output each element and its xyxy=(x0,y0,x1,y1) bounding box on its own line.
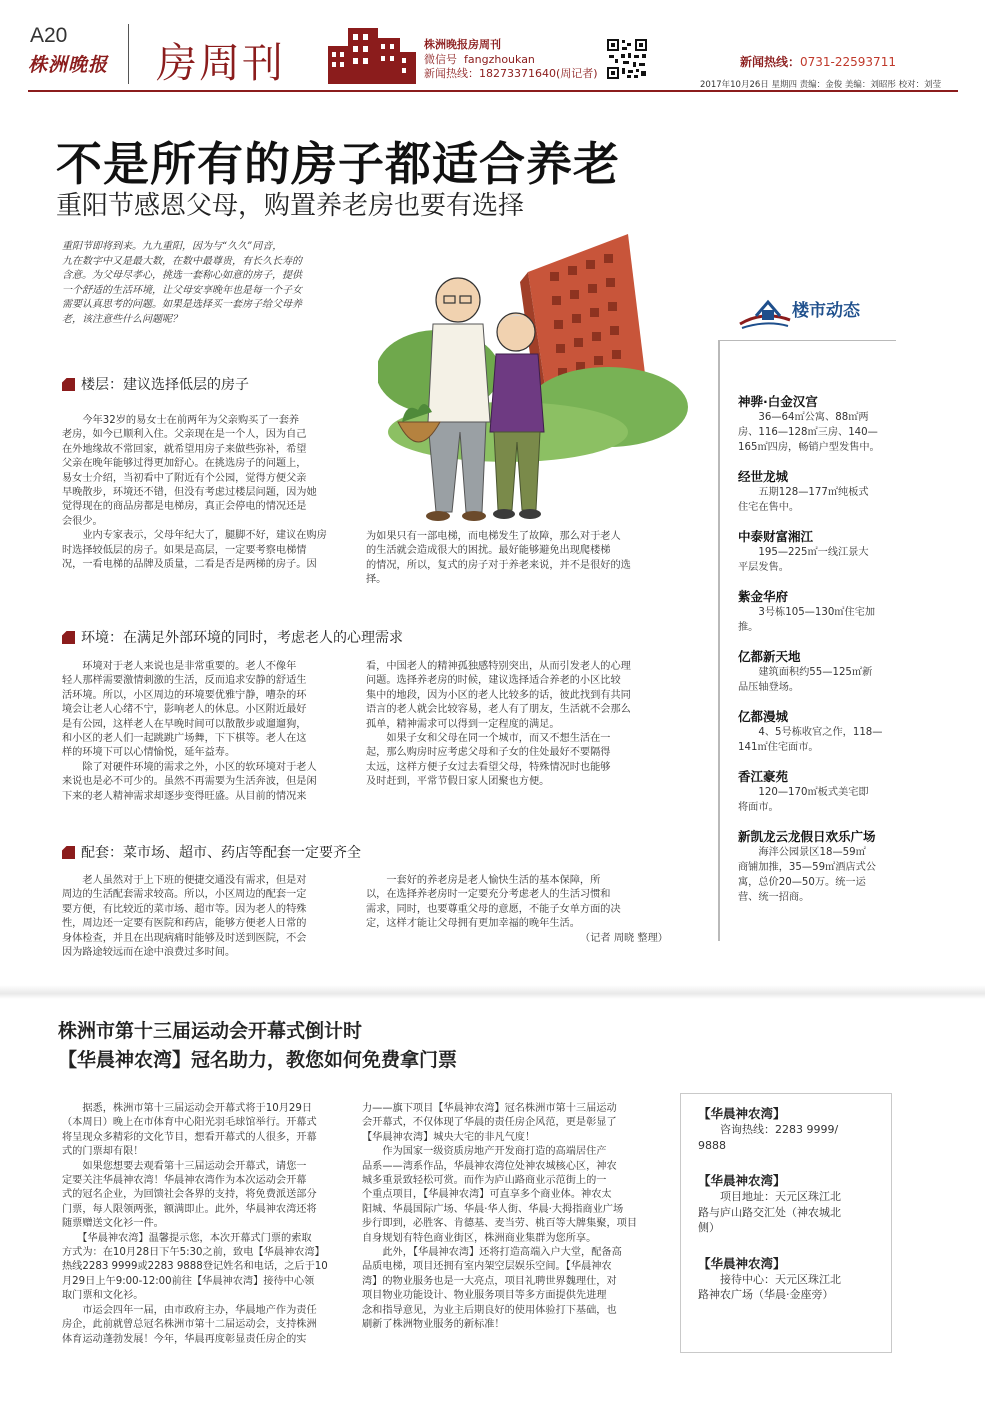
intro-line: 一个舒适的生活环境，让父母安享晚年也是每一个子女 xyxy=(62,284,302,296)
intro-line: 重阳节即将到来。九九重阳，因为与“久久”同音， xyxy=(62,241,283,252)
sidebar-item xyxy=(738,647,894,695)
text-line: 业内专家表示，父母年纪大了，腿脚不好，建议在购房 xyxy=(62,530,327,542)
text-line: 一套好的养老房是老人愉快生活的基本保障，所 xyxy=(366,875,601,886)
news-hotline-label: 新闻热线： xyxy=(740,55,801,69)
text-line: 将面市。 xyxy=(738,802,779,813)
sidebar-item-text xyxy=(738,605,894,635)
section-heading-floor xyxy=(62,374,249,394)
text-line: 路与庐山路交汇处（神农城北 xyxy=(698,1205,841,1219)
text-line: 141㎡住宅面市。 xyxy=(738,742,819,753)
sidebar-item-name: 香江豪苑 xyxy=(738,769,789,784)
text-line: 体育运动蓬勃发展！今年，华晨再度彰显责任房企的实 xyxy=(62,1333,307,1345)
section-title: 房周刊 xyxy=(156,39,285,87)
intro-line: 含意。为父母尽孝心，挑选一套称心如意的房子，提供 xyxy=(62,270,302,282)
wechat-label: 微信号 xyxy=(424,53,457,66)
byline: （记者 周晓 整理） xyxy=(580,932,668,944)
text-line: 会很少。 xyxy=(62,515,103,527)
project-info-item xyxy=(698,1254,884,1303)
text-line: 个重点项目，【华晨神农湾】可直享多个商业体。神农太 xyxy=(362,1189,612,1201)
intro-line: 九在数字中又是最大数，在数中最尊贵，有长久长寿的 xyxy=(62,255,302,267)
text-line: 项目物业功能设计、物业服务项目等多方面提供先进理 xyxy=(362,1290,607,1302)
section-heading-text: 环境：在满足外部环境的同时，考虑老人的心理需求 xyxy=(81,630,403,646)
text-line: 除了对硬件环境的需求之外，小区的软环境对于老人 xyxy=(62,761,317,773)
text-line: 身体检查，并且在出现病痛时能够及时送到医院，不会 xyxy=(62,932,307,944)
text-line: 海泮公园景区18—59㎡ xyxy=(738,847,866,858)
text-line: 4、5号栋收官之作，118— xyxy=(738,727,883,738)
article-subhead: 重阳节感恩父母，购置养老房也要有选择 xyxy=(56,191,525,221)
text-line: 湾】的物业服务也是一大亮点，项目礼聘世界魏理仕，对 xyxy=(362,1275,617,1287)
text-line: 品压轴登场。 xyxy=(738,682,800,693)
header-rule xyxy=(28,90,958,92)
text-line: 平层发售。 xyxy=(738,562,789,573)
article2-headline: 株洲市第十三届运动会开幕式倒计时 xyxy=(58,1020,363,1042)
article-intro xyxy=(62,240,362,328)
wechat-id: fangzhoukan xyxy=(464,53,535,66)
text-line: 时选择较低层的房子。如果是高层，一定要考察电梯情 xyxy=(62,544,307,556)
text-line: 来说也是必不可少的。虽然不再需要为生活奔波，但是闲 xyxy=(62,776,317,788)
text-line: 环境对于老人来说也是非常重要的。老人不像年 xyxy=(62,661,297,672)
section-marker-icon xyxy=(62,846,75,859)
text-line: 择。 xyxy=(366,574,387,586)
sidebar-item-name: 亿都漫城 xyxy=(738,709,789,724)
text-line: 易女士介绍，当初看中了附近有个公园，觉得方便父亲 xyxy=(62,472,307,484)
section-marker-icon xyxy=(62,378,75,391)
article2-subhead: 【华晨神农湾】冠名助力，教您如何免费拿门票 xyxy=(58,1049,458,1071)
text-line: 阳城、华晨国际广场、华晨·华人街、华晨·大拇指商业广场 xyxy=(362,1203,624,1215)
text-line: 项目地址：天元区珠江北 xyxy=(698,1190,841,1203)
section-facilities-col2 xyxy=(366,874,668,946)
text-line: 的情况，所以，复式的房子对于养老来说，并不是很好的选 xyxy=(366,559,631,571)
market-news-title: 楼市动态 xyxy=(792,301,860,321)
text-line: 36—64㎡公寓、88㎡两 xyxy=(738,412,869,423)
text-line: 接待中心：天元区珠江北 xyxy=(698,1272,841,1286)
text-line: 建筑面积约55—125㎡新 xyxy=(738,667,873,678)
text-line: 120—170㎡板式美宅即 xyxy=(738,787,869,798)
text-line: （本周日）晚上在市体育中心阳光羽毛球馆举行。开幕式 xyxy=(62,1117,317,1129)
text-line: 周边的生活配套需求较高。所以，小区周边的配套一定 xyxy=(62,889,307,901)
text-line: 商铺加推，35—59㎡酒店式公 xyxy=(738,862,876,873)
text-line: 寓，总价20—50万。统一运 xyxy=(738,877,866,888)
text-line: 式的冠名企业，为回馈社会各界的支持，将免费派送部分 xyxy=(62,1189,317,1201)
text-line: 早晚散步，环境还不错，但没有考虑过楼层问题，因为她 xyxy=(62,487,317,499)
sidebar-item xyxy=(738,527,894,575)
text-line: 取门票和文化衫。 xyxy=(62,1290,144,1302)
section-environment-col2 xyxy=(366,660,668,790)
sidebar-item-name: 经世龙城 xyxy=(738,469,789,484)
text-line: 门票，每人限领两张，额满即止。此外，华晨神农湾还将 xyxy=(62,1203,317,1215)
text-line: 集中的地段，因为小区的老人比较多的话，彼此找到有共同 xyxy=(366,689,631,701)
section-facilities-col1 xyxy=(62,874,360,960)
text-line: 9888 xyxy=(698,1138,726,1152)
sidebar-list xyxy=(738,392,894,905)
building-logo-icon xyxy=(326,20,418,90)
sidebar-item xyxy=(738,767,894,815)
text-line: 市运会四年一届，由市政府主办，华晨地产作为责任 xyxy=(62,1304,317,1316)
project-name: 【华晨神农湾】 xyxy=(698,1173,786,1188)
sidebar-item-text xyxy=(738,845,894,905)
text-line: 品质电梯，项目还拥有室内架空层娱乐空间。【华晨神农 xyxy=(362,1261,612,1273)
sidebar-item-text xyxy=(738,410,894,455)
text-line: 【华晨神农湾】城央大宅的非凡气度！ xyxy=(362,1131,536,1143)
project-info-text xyxy=(698,1272,884,1303)
section-floor-col2 xyxy=(366,530,668,588)
project-info-item xyxy=(698,1104,884,1153)
text-line: 作为国家一级资质房地产开发商打造的高端居住产 xyxy=(362,1146,607,1158)
news-hotline xyxy=(740,53,896,70)
intro-line: 老，该注意些什么问题呢？ xyxy=(62,313,182,325)
text-line: 问题。选择养老房的时候，建议选择适合养老的小区比较 xyxy=(366,675,621,687)
text-line: 路神农广场（华晨·金座旁） xyxy=(698,1288,834,1301)
text-line: 要方便，有比较近的菜市场、超市等。因为老人的特殊 xyxy=(62,903,307,915)
text-line: 3号栋105—130㎡住宅加 xyxy=(738,607,876,618)
weibo-title: 株洲晚报房周刊 xyxy=(424,38,501,51)
text-line: 今年32岁的易女士在前两年为父亲购买了一套养 xyxy=(62,415,300,426)
text-line: 如果子女和父母在同一个城市，而又不想生活在一 xyxy=(366,733,611,745)
project-info-text xyxy=(698,1189,884,1236)
sidebar-item-name: 中泰财富湘江 xyxy=(738,529,814,544)
text-line: 老人虽然对于上下班的便捷交通没有需求，但是对 xyxy=(62,875,307,886)
text-line: 在外地缘故不常回家，就希望用房子来做些弥补，希望 xyxy=(62,443,307,455)
text-line: 力——旗下项目【华晨神农湾】冠名株洲市第十三届运动 xyxy=(362,1103,617,1114)
text-line: 此外，【华晨神农湾】还将打造高端入户大堂，配备高 xyxy=(362,1247,622,1259)
text-line: 房企，此前就曾总冠名株洲市第十二届运动会，支持株洲 xyxy=(62,1319,317,1331)
text-line: 性，周边还一定要有医院和药店，能够方便老人日常的 xyxy=(62,918,307,930)
sidebar-item xyxy=(738,827,894,905)
sidebar-item xyxy=(738,587,894,635)
article-headline: 不是所有的房子都适合养老 xyxy=(56,137,620,191)
sidebar-item xyxy=(738,467,894,515)
text-line: 刷新了株洲物业服务的新标准！ xyxy=(362,1319,505,1331)
article-separator xyxy=(0,985,985,999)
hotline-value: 18273371640(周记者) xyxy=(479,67,598,80)
section-heading-facilities xyxy=(62,842,361,862)
text-line: 因为路途较远而在途中浪费过多时间。 xyxy=(62,947,236,959)
sidebar-item-text xyxy=(738,665,894,695)
text-line: 定，这样才能让父母拥有更加幸福的晚年生活。 xyxy=(366,918,580,930)
text-line: 营、统一招商。 xyxy=(738,892,810,903)
text-line: 咨询热线：2283 9999/ xyxy=(698,1123,839,1136)
sidebar-item-name: 新凯龙云龙假日欢乐广场 xyxy=(738,829,876,844)
project-info-text xyxy=(698,1122,884,1153)
text-line: 195—225㎡一线江景大 xyxy=(738,547,869,558)
header-divider xyxy=(128,24,129,84)
text-line: 念和指导意见，为业主后期良好的使用体验打下基础，也 xyxy=(362,1304,617,1316)
text-line: 方式为：在10月28日下午5:30之前，致电【华晨神农湾】 xyxy=(62,1247,325,1259)
project-info-list xyxy=(698,1104,884,1303)
text-line: 需求，同时，也要尊重父母的意愿，不能子女单方面的决 xyxy=(366,903,621,915)
paper-name-logo: 株洲晚报 xyxy=(28,54,109,76)
sidebar-item-text xyxy=(738,545,894,575)
text-line: 和小区的老人们一起跳跳广场舞，下下棋等。老人在这 xyxy=(62,733,307,745)
text-line: 165㎡四房，畅销户型发售中。 xyxy=(738,442,880,453)
text-line: 【华晨神农湾】温馨提示您，本次开幕式门票的索取 xyxy=(62,1232,312,1244)
text-line: 的生活就会造成很大的困扰。最好能够避免出现爬楼梯 xyxy=(366,545,611,557)
sidebar-item-name: 亿都新天地 xyxy=(738,649,801,664)
date-editor-line: 2017年10月26日 星期四 责编：金俊 美编：刘昭彤 校对：刘莹 xyxy=(700,80,942,90)
section-floor-col1 xyxy=(62,414,360,572)
hotline-label: 新闻热线： xyxy=(424,67,479,80)
text-line: 城多重景致轻松可赏。而作为庐山路商业示范街上的一 xyxy=(362,1175,607,1187)
sidebar-item xyxy=(738,392,894,455)
text-line: 以，在选择养老房时一定要充分考虑老人的生活习惯和 xyxy=(366,889,611,901)
text-line: 轻人那样需要激情刺激的生活，反而追求安静的舒适生 xyxy=(62,675,307,687)
text-line: 境会让老人心绪不宁，影响老人的休息。小区附近最好 xyxy=(62,704,307,716)
section-environment-col1 xyxy=(62,660,360,804)
text-line: 活环境。所以，小区周边的环境要优雅宁静，嘈杂的环 xyxy=(62,689,307,701)
text-line: 定要关注华晨神农湾！华晨神农湾作为本次运动会开幕 xyxy=(62,1175,307,1187)
text-line: 是有公园，这样老人在早晚时间可以散散步或遛遛狗， xyxy=(62,718,307,730)
section-heading-environment xyxy=(62,627,403,647)
section-heading-text: 楼层：建议选择低层的房子 xyxy=(81,377,249,393)
text-line: 推。 xyxy=(738,622,759,633)
text-line: 父亲在晚年能够过得更加舒心。在挑选房子的问题上， xyxy=(62,458,307,470)
sidebar-item-name: 神骅·白金汉宫 xyxy=(738,394,818,409)
qr-code-icon xyxy=(606,38,648,84)
text-line: 热线2283 9999或2283 9888登记姓名和电话，之后于10 xyxy=(62,1261,328,1273)
text-line: 看，中国老人的精神孤独感特别突出，从而引发老人的心理 xyxy=(366,661,631,672)
text-line: 老房，如今已顺利入住。父亲现在是一个人，因为自己 xyxy=(62,429,307,441)
text-line: 觉得现在的商品房都是电梯房，真正会停电的情况还是 xyxy=(62,501,307,513)
section-marker-icon xyxy=(62,631,75,644)
text-line: 为如果只有一部电梯，而电梯发生了故障，那么对于老人 xyxy=(366,531,621,542)
sidebar-item-text xyxy=(738,725,894,755)
sidebar-item-text xyxy=(738,785,894,815)
text-line: 房、116—128㎡三房、140— xyxy=(738,427,878,438)
text-line: 及时赶到，平常节假日家人团聚也方便。 xyxy=(366,776,550,788)
project-info-item xyxy=(698,1171,884,1236)
news-hotline-number: 0731-22593711 xyxy=(800,55,896,69)
text-line: 语言的老人就会比较容易，老人有了朋友，生活就不会那么 xyxy=(366,704,631,716)
text-line: 孤单，精神需求可以得到一定程度的满足。 xyxy=(366,718,560,730)
text-line: 五期128—177㎡纯板式 xyxy=(738,487,869,498)
sidebar-item xyxy=(738,707,894,755)
article2-col2 xyxy=(362,1102,660,1333)
text-line: 住宅在售中。 xyxy=(738,502,800,513)
text-line: 会开幕式，不仅体现了华晨的责任房企风范，更是彰显了 xyxy=(362,1117,617,1129)
text-line: 况，一看电梯的品牌及质量，二看是否是两梯的房子。因 xyxy=(62,559,317,571)
text-line: 步行即到，必胜客、肯德基、麦当劳、桃百等大牌集聚，项目 xyxy=(362,1218,638,1230)
project-name: 【华晨神农湾】 xyxy=(698,1106,786,1121)
elderly-couple-illustration xyxy=(378,232,708,536)
text-line: 式的门票却有限！ xyxy=(62,1146,144,1158)
text-line: 随票赠送文化衫一件。 xyxy=(62,1218,164,1230)
section-heading-text: 配套：菜市场、超市、药店等配套一定要齐全 xyxy=(81,845,361,861)
text-line: 起，那么购房时应考虑父母和子女的住处最好不要隔得 xyxy=(366,747,611,759)
sidebar-item-text xyxy=(738,485,894,515)
text-line: 如果您想要去观看第十三届运动会开幕式，请您一 xyxy=(62,1160,307,1172)
text-line: 品系——湾系作品，华晨神农湾位处神农城核心区，神农 xyxy=(362,1160,617,1172)
hotline-line xyxy=(424,65,598,81)
text-line: 太远，这样方便子女过去看望父母，特殊情况时也能够 xyxy=(366,761,611,773)
text-line: 月29日上午9:00-12:00前往【华晨神农湾】接待中心领 xyxy=(62,1275,315,1287)
text-line: 自身规划有特色商业街区，株洲商业集群为您所享。 xyxy=(362,1232,597,1244)
project-name: 【华晨神农湾】 xyxy=(698,1255,786,1271)
page-number: A20 xyxy=(30,24,68,47)
text-line: 将呈现众多精彩的文化节目，想看开幕式的人很多，开幕 xyxy=(62,1131,317,1143)
text-line: 样的环境下可以心情愉悦，延年益寿。 xyxy=(62,747,236,759)
text-line: 据悉，株洲市第十三届运动会开幕式将于10月29日 xyxy=(62,1103,313,1114)
sidebar-item-name: 紫金华府 xyxy=(738,589,789,604)
intro-line: 需要认真思考的问题。如果是选择买一套房子给父母养 xyxy=(62,299,302,311)
article2-col1 xyxy=(62,1102,356,1347)
house-swoosh-icon xyxy=(738,290,792,336)
text-line: 下来的老人精神需求却逐步变得旺盛。从目前的情况来 xyxy=(62,790,307,802)
text-line: 侧） xyxy=(698,1221,720,1234)
